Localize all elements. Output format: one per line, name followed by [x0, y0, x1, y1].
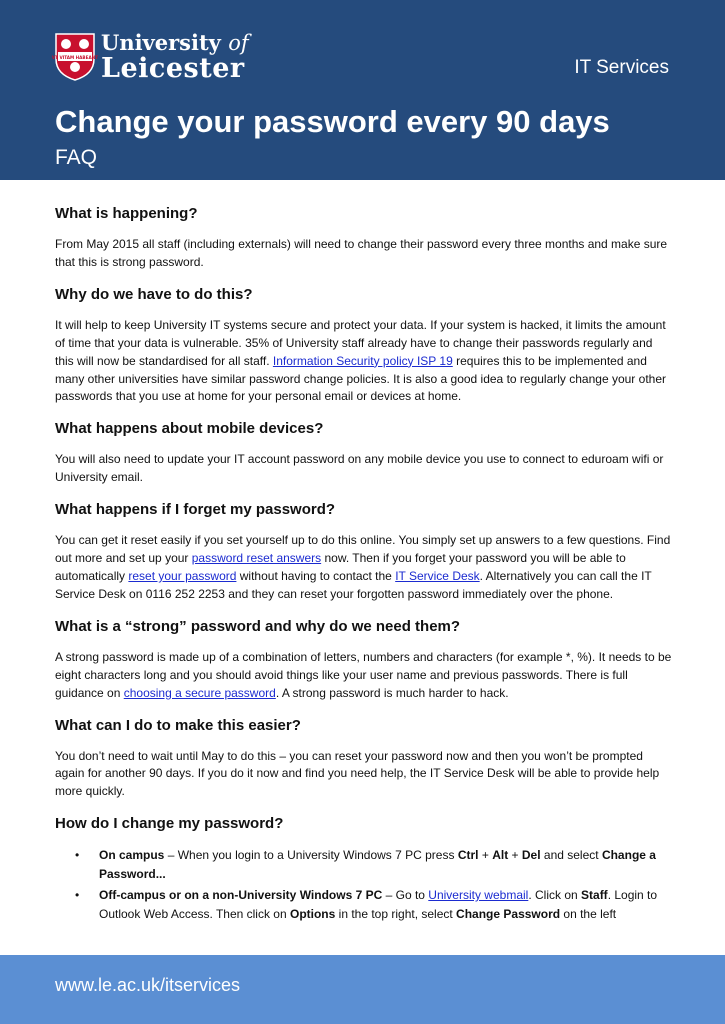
section-heading: What happens about mobile devices?	[55, 420, 324, 438]
section-heading: What is a “strong” password and why do we need them?	[55, 617, 461, 635]
password-reset-answers-link[interactable]: password reset answers	[191, 551, 322, 566]
logo-university: University	[101, 30, 221, 55]
logo-of: of	[228, 31, 249, 55]
section-text: A strong password is made up of a combination of letters, numbers and characters (for example *, %). It needs to be eight characters long and you should avoid things like your user name and previous passwords. There is full guidance on choosing a secure password. A strong password is much harder to hack.	[55, 649, 672, 700]
university-logo[interactable]	[51, 30, 255, 84]
isp19-policy-link[interactable]: Information Security policy ISP 19	[272, 353, 453, 368]
section-text: From May 2015 all staff (including externals) will need to change their password every three months and make sure that this is strong password.	[55, 237, 668, 269]
secure-password-guidance-link[interactable]: choosing a secure password	[123, 685, 276, 700]
page-subtitle: FAQ	[55, 146, 98, 169]
faq-section-how-to-change	[55, 813, 673, 924]
section-heading: How do I change my password?	[55, 815, 284, 833]
section-heading: Why do we have to do this?	[55, 285, 253, 303]
it-service-desk-link[interactable]: IT Service Desk	[395, 568, 480, 583]
section-text: It will help to keep University IT systems secure and protect your data. If your system is hacked, it limits the amount of time that your data is vulnerable. 35% of University staff already have to change their passwords regularly and this will now be standardised for all staff. Information Security policy ISP 19 requires this to be implemented and many other universities have similar password change policies. It is also a good idea to regularly change your other passwords that you use at home for your personal email or devices at home.	[55, 317, 666, 404]
faq-content	[55, 203, 673, 926]
section-text: You will also need to update your IT account password on any mobile device you use to connect to eduroam wifi or University email.	[55, 452, 664, 485]
university-shield-icon	[51, 33, 99, 81]
faq-section-forget-password	[55, 499, 673, 604]
department-label: IT Services	[574, 57, 669, 78]
section-heading: What is happening?	[55, 205, 198, 222]
page-footer	[0, 955, 725, 1024]
faq-section-mobile-devices	[55, 418, 673, 487]
list-item: • On campus – When you login to a University Windows 7 PC press Ctrl + Alt + Del and select Change a Password...	[75, 848, 656, 882]
section-heading: What happens if I forget my password?	[55, 501, 336, 519]
logo-leicester: Leicester	[101, 53, 245, 84]
section-text: You can get it reset easily if you set yourself up to do this online. You simply set up answers to a few questions. Find out more and set up your password reset answers now. Then if you forget your password you will be able to automatically reset your password without having to contact the IT Service Desk. Alternatively you can call the IT Service Desk on 0116 252 2253 and they can reset your forgotten password immediately over the phone.	[55, 533, 671, 601]
faq-section-strong-password	[55, 616, 673, 703]
bullet-icon: •	[75, 848, 80, 863]
list-item: • Off-campus or on a non-University Windows 7 PC – Go to University webmail. Click on Staff. Login to Outlook Web Access. Then click on Options in the top right, select Change Password on the left	[75, 888, 658, 922]
page-title: Change your password every 90 days	[55, 104, 610, 139]
reset-password-link[interactable]: reset your password	[128, 568, 237, 583]
bullet-icon: •	[75, 888, 80, 903]
faq-section-what-is-happening	[55, 203, 673, 272]
section-heading: What can I do to make this easier?	[55, 716, 301, 734]
section-text: You don’t need to wait until May to do this – you can reset your password now and then you won’t be prompted again for another 90 days. If you do it now and find you need help, the IT Service Desk will be able to provide help more quickly.	[55, 748, 660, 799]
page-header	[0, 0, 725, 180]
university-webmail-link[interactable]: University webmail	[428, 888, 529, 903]
faq-section-make-easier	[55, 715, 673, 802]
faq-section-why	[55, 284, 673, 407]
shield-motto: VT VITAM HABEANT	[51, 55, 99, 60]
steps-list	[55, 846, 673, 924]
logo-wordmark	[101, 31, 249, 83]
footer-website-link[interactable]: www.le.ac.uk/itservices	[55, 975, 241, 995]
